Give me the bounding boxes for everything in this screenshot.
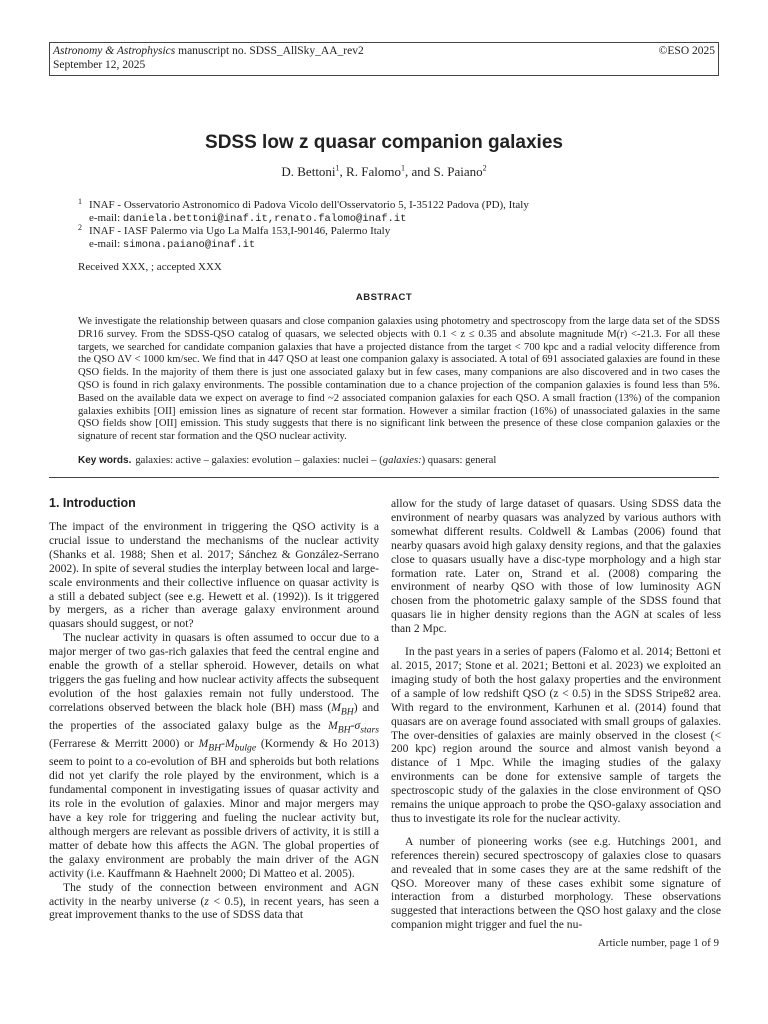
math-subscript: BH [340, 706, 354, 718]
manuscript-header [49, 42, 719, 76]
math-symbol: M [198, 737, 209, 751]
paragraph-text: The impact of the environment in triggering the QSO activity is a crucial issue to understand the mechanisms of the nuclear activity (Shanks et al. 1988; Shen et al. 2017; Sánchez & González-Serrano 2002). In spite of several studies the interplay between local and large-scale environments and their collective influence on quasar activity is a still a debated subject (see e.g. Hewett et al. (1992)). Is it triggered by mergers, as a richer than average galaxy environment around quasars should suggest, or not? [49, 520, 379, 631]
math-symbol: -σ [350, 719, 361, 732]
email-label: e-mail: [89, 237, 123, 250]
paragraph: In the past years in a series of papers (Falomo et al. 2014; Bettoni et al. 2015, 2017; Stone et al. 2021; Bettoni et al. 2023) we exploited an imaging study of both the host galaxy properties and the environment of a sample of low redshift QSO (z < 0.5) in the SDSS Stripe82 area. With regard to the environment, Karhunen et al. (2014) found that quasars are on average found associated with small groups of galaxies. The over-densities of galaxies are mainly observed in the closest (< 200 kpc) region around the source and almost vanish beyond a distance of 1 Mpc. While the imaging studies of the galaxy environments can be done for extensive sample of targets the spectroscopic study of the galaxies in the close environment of QSO remains the unique approach to probe the QSO-galaxy association and thus to investigate its role for the nuclear activity. [391, 645, 721, 825]
math-symbol: -M [221, 737, 235, 751]
journal-name: Astronomy & Astrophysics [53, 45, 176, 57]
paragraph-text: (Kormendy & Ho 2013) seem to point to a co-evolution of BH and spheroids but both relations did not yet clarify the role played by the environment, which is a fundamental component in investigating issues of quasar activity and its role in the evolution of galaxies. Minor and major mergers may have a key role for triggering and fueling the nuclear activity but, although mergers are relevant as possible drivers of activity, it is still a matter of debate how this affects the AGN. The global properties of the galaxy environment are probably the main driver of the AGN activity (i.e. Kauffmann & Haehnelt 2000; Di Matteo et al. 2005). [49, 737, 380, 880]
math-subscript: BH [337, 724, 351, 736]
math-symbol: M [331, 700, 341, 714]
affiliation-number: 1 [78, 197, 82, 206]
author-separator: , [339, 164, 347, 179]
math-symbol: M [328, 719, 338, 732]
keywords [78, 455, 720, 466]
abstract-heading: ABSTRACT [355, 292, 413, 303]
math-subscript: bulge [234, 742, 257, 754]
math-subscript: BH [208, 742, 222, 754]
paragraph [49, 520, 379, 631]
affiliation-address: INAF - Osservatorio Astronomico di Padova Vicolo dell'Osservatorio 5, I-35122 Padova (PD), Italy [89, 199, 529, 211]
email-address[interactable]: simona.paiano@inaf.it [122, 238, 256, 251]
manuscript-id: manuscript no. SDSS_AllSky_AA_rev2 [175, 45, 364, 57]
separator-rule [49, 477, 719, 478]
affiliation-email-line [89, 238, 678, 252]
abstract-text: We investigate the relationship between quasars and close companion galaxies using photometry and spectroscopy from the large data set of the SDSS DR16 survey. From the SDSS-QSO catalog of quasars, we selected objects with 0.1 < z ≤ 0.35 and absolute magnitude M(r) <-21.3. For all these targets, we searched for candidate companion galaxies that have a projected distance from the target < 700 kpc and a radial velocity difference from the QSO ΔV < 1000 km/sec. We find that in 447 QSO at least one companion galaxy is associated. A total of 691 associated galaxies are found in these QSO fields. In the majority of them there is just one associated galaxy but in few cases, many companions are also discovered and in two cases the QSO is found in rich galaxy environments. The possible contamination due to a chance projection of the companion galaxies is found less than 5%. Based on the available data we expect on average to find ~2 associated companion galaxies for each QSO. A small fraction (13%) of the companion galaxies exhibits [OII] emission lines as signature of recent star formation. However a similar fraction (16%) of unassociated galaxies in the same QSO fields show [OII] emission. This study suggests that there is no significant link between the presence of these close companion galaxies or the signature of recent star formation and the QSO nuclear activity. [78, 316, 720, 443]
paragraph-text: ) and the properties of the associated galaxy bulge as the [49, 700, 379, 732]
email-address[interactable]: daniela.bettoni@inaf.it,renato.falomo@inaf.it [122, 212, 407, 225]
header-date: September 12, 2025 [53, 59, 146, 71]
author-affiliation-mark: 1 [335, 163, 340, 173]
paper-title: SDSS low z quasar companion galaxies [205, 132, 563, 153]
author-name: D. Bettoni [281, 164, 336, 179]
page-footer: Article number, page 1 of 9 [597, 937, 719, 949]
keywords-text: ) quasars: general [421, 455, 497, 466]
math-symbol: z [204, 894, 209, 908]
math-subscript: stars [360, 724, 379, 736]
left-column [49, 520, 379, 922]
author-name: R. Falomo [346, 164, 401, 179]
received-line: Received XXX, ; accepted XXX [78, 261, 222, 273]
paragraph-text: The study of the connection between environment and AGN activity in the nearby universe ( [49, 880, 379, 908]
author-affiliation-mark: 1 [400, 163, 405, 173]
affiliation-email-line [89, 212, 678, 226]
keywords-label: Key words. [78, 455, 132, 466]
paragraph [49, 631, 379, 880]
affiliation [78, 199, 678, 225]
journal-line [53, 44, 715, 58]
affiliations [78, 199, 678, 251]
author-list [0, 164, 768, 180]
right-column [391, 497, 721, 932]
affiliation-number: 2 [78, 223, 82, 232]
keywords-italic: galaxies: [382, 455, 422, 466]
author-affiliation-mark: 2 [482, 163, 487, 173]
affiliation [78, 225, 678, 251]
copyright: ©ESO 2025 [658, 45, 715, 57]
author-separator: , and [404, 164, 434, 179]
paragraph: A number of pioneering works (see e.g. Hutchings 2001, and references therein) secured spectroscopy of galaxies close to quasars and revealed that in some cases they are at the same redshift of the QSO. Moreover many of these cases exhibit some signature of interaction from a disturbed morphology. These observations suggested that interactions between the QSO host galaxy and the close companion might trigger and fuel the nu- [391, 834, 721, 932]
paragraph-text: The nuclear activity in quasars is often assumed to occur due to a major merger of two gas-rich galaxies that feed the central engine and enable the growth of a stellar spheroid. However, details on what triggers the gas fueling and how nuclear activity affects the subsequent evolution of the host galaxies remain not fully understood. The correlations observed between the black hole (BH) mass ( [49, 631, 379, 714]
affiliation-address: INAF - IASF Palermo via Ugo La Malfa 153,I-90146, Palermo Italy [89, 225, 391, 237]
section-heading: 1. Introduction [49, 496, 136, 510]
email-label: e-mail: [89, 211, 123, 224]
keywords-text: galaxies: active – galaxies: evolution – galaxies: nuclei – ( [135, 455, 383, 466]
paragraph [49, 881, 379, 923]
paragraph-text: < 0.5), in recent years, has seen a great improvement thanks to the use of SDSS data that [49, 894, 379, 922]
paragraph-text: (Ferrarese & Merritt 2000) or [49, 737, 199, 751]
paragraph: allow for the study of large dataset of quasars. Using SDSS data the environment of nearby quasars was analyzed by various authors with somewhat different results. Coldwell & Lambas (2006) found that nearby quasars avoid high galaxy density regions, and that the galaxies close to quasars usually have a disc-type morphology and a high star formation rate. Later on, Strand et al. (2008) comparing the environment of nearby QSO with those of low luminosity AGN chosen from the photometric galaxy sample of the SDSS found that quasars lie in higher density regions than the AGN at scales of less than 2 Mpc. [391, 497, 721, 636]
author-name: S. Paiano [433, 164, 483, 179]
